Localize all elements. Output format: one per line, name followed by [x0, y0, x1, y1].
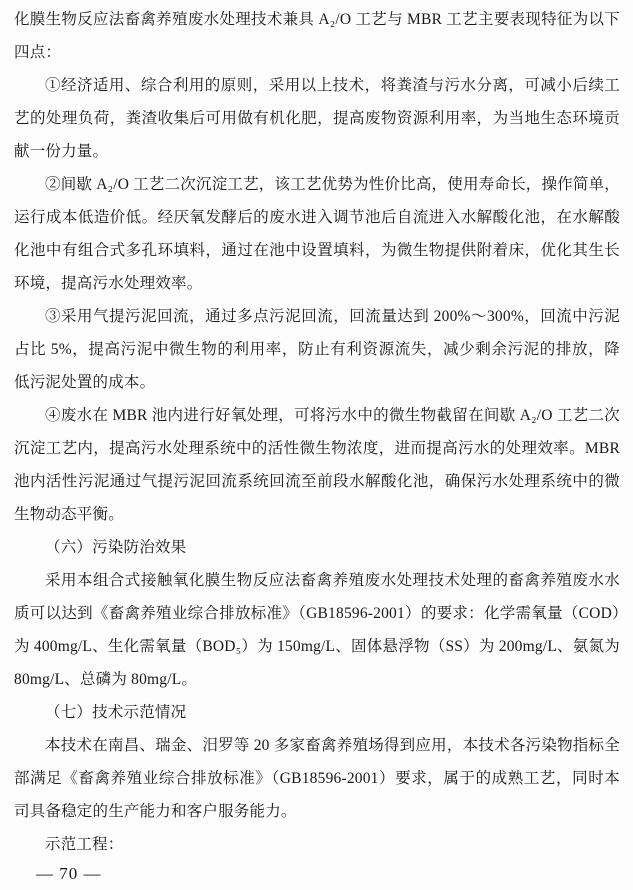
- section-6-body: 采用本组合式接触氧化膜生物反应法畜禽养殖废水处理技术处理的畜禽养殖废水水质可以达到《畜禽养殖业综合排放标准》（GB18596-2001）的要求：化学需氧量（COD）为 400mg/L、生化需氧量（BOD₅）为 150mg/L、固体悬浮物（SS）为 200mg/L、氨氮为 80mg/L、总磷为 80mg/L。: [14, 572, 620, 688]
- page-number: — 70 —: [36, 864, 102, 883]
- numbered-point-1: ①经济适用、综合利用的原则，采用以上技术，将粪渣与污水分离，可减小后续工艺的处理负荷，粪渣收集后可用做有机化肥，提高废物资源利用率，为当地生态环境贡献一份力量。: [14, 77, 620, 160]
- section-heading-6: （六）污染防治效果: [45, 539, 187, 556]
- document-body: [14, 3, 620, 861]
- demo-projects-lead-in: 示范工程：: [45, 836, 124, 853]
- section-7-body: 本技术在南昌、瑞金、汨罗等 20 多家畜禽养殖场得到应用，本技术各污染物指标全部满足《畜禽养殖业综合排放标准》（GB18596-2001）要求，属于的成熟工艺，同时本司具备稳定的生产能力和客户服务能力。: [14, 737, 620, 820]
- numbered-point-2: ②间歇 A₂/O 工艺二次沉淀工艺，该工艺优势为性价比高，使用寿命长，操作简单，运行成本低造价低。经厌氧发酵后的废水进入调节池后自流进入水解酸化池，在水解酸化池中有组合式多孔环填料，通过在池中设置填料，为微生物提供附着床，优化其生长环境，提高污水处理效率。: [14, 176, 620, 292]
- section-heading-7: （七）技术示范情况: [45, 704, 187, 721]
- numbered-point-3: ③采用气提污泥回流，通过多点污泥回流，回流量达到 200%～300%，回流中污泥占比 5%，提高污泥中微生物的利用率，防止有利资源流失，减少剩余污泥的排放，降低污泥处置的成本。: [14, 308, 620, 391]
- numbered-point-4: ④废水在 MBR 池内进行好氧处理，可将污水中的微生物截留在间歇 A₂/O 工艺二次沉淀工艺内，提高污水处理系统中的活性微生物浓度，进而提高污水的处理效率。MBR 池内活性污泥通过气提污泥回流系统回流至前段水解酸化池，确保污水处理系统中的微生物动态平衡。: [14, 407, 620, 523]
- paragraph-continued-from-previous-page: 化膜生物反应法畜禽养殖废水处理技术兼具 A₂/O 工艺与 MBR 工艺主要表现特征为以下四点：: [14, 11, 620, 61]
